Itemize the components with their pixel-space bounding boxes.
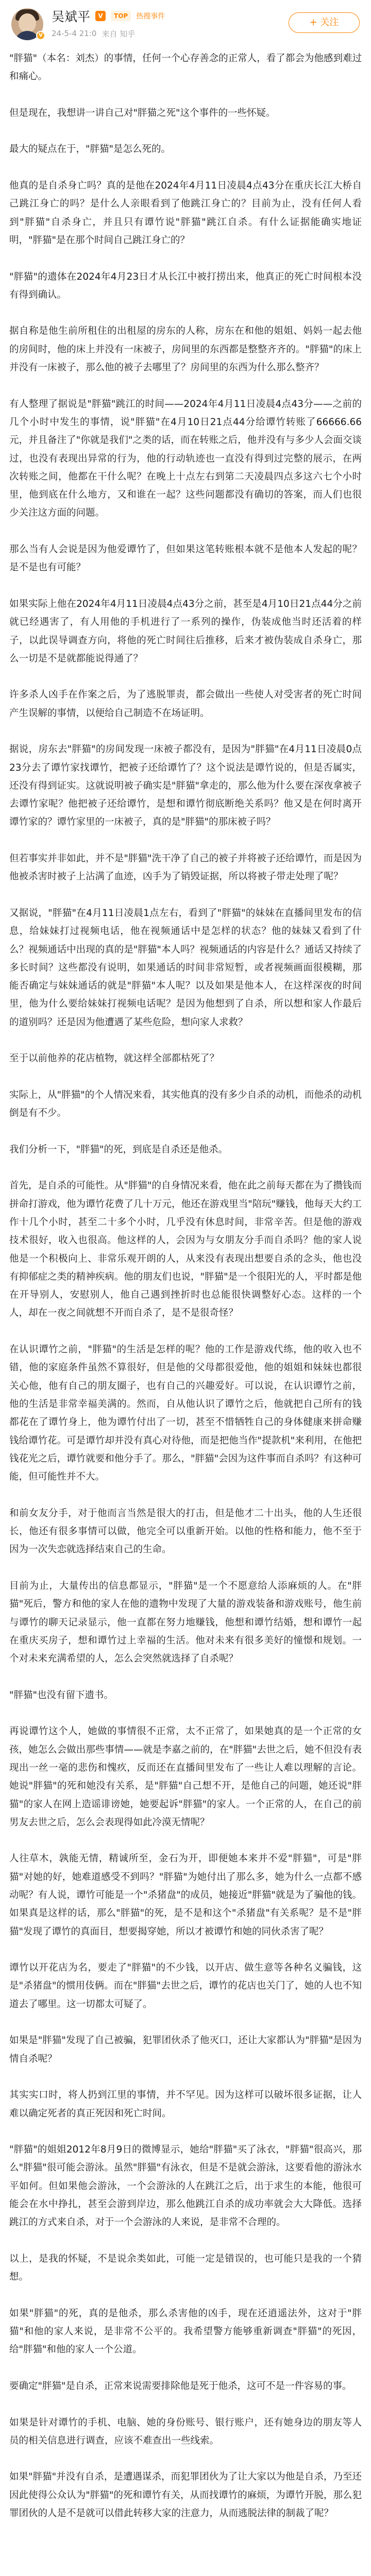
post-paragraph: 在认识谭竹之前，"胖猫"的生活是怎样的呢？他的工作是游戏代练，他的收入也不错，他的家庭条件虽然不算很好，但是他的父母都很爱他，他的姐姐和妹妹也都很关心他，他有自己的朋友圈子，也有自己的兴趣爱好。可以说，在认识谭竹之前，他的生活是非常幸福美满的。然而，自从他认识了谭竹之后，他就把自己所有的钱都花在了谭竹身上，他为谭竹付出了一切，甚至不惜牺牲自己的身体健康来拼命赚钱给谭竹花。可是谭竹却并没有真心对待他，而是把他当作"提款机"来利用，在他把钱花光之后，谭竹就要和他分手了。那么，"胖猫"会因为这件事而自杀吗？有这种可能，但可能性并不大。 [9, 1344, 362, 1483]
top-badge: TOP [111, 11, 131, 21]
post-paragraph: 如果"胖猫"并没有自杀，是遭遇谋杀，而犯罪团伙为了让大家以为他是自杀，乃至还因此使得公众认为"胖猫"的死和谭竹有关，从而找谭竹的麻烦，为谭竹开脱，那么犯罪团伙的人是不是就可以借此转移大家的注意力，从而逃脱法律的制裁了呢？ [9, 2471, 362, 2519]
post-paragraph: 那么当有人会说是因为他爱谭竹了，但如果这笔转账根本就不是他本人发起的呢？是不是也有可能？ [9, 544, 362, 573]
post-header [0, 0, 371, 47]
vip-badge-icon: V [95, 11, 106, 21]
follow-button[interactable]: + 关注 [289, 12, 360, 33]
author-name[interactable]: 吴斌平 [52, 9, 91, 24]
post-time: 24-5-4 21:0 [52, 29, 97, 38]
post-paragraph: 谭竹以开花店为名，要走了"胖猫"的不少钱，以开店、做生意等各种名义骗钱，这是"杀猪盘"的惯用伎俩。而在"胖猫"去世之后，谭竹的花店也关门了，她的人也不知道去了哪里。这一切都太可疑了。 [9, 1962, 362, 2010]
post-paragraph: 实际上，从"胖猫"的个人情况来看，其实他真的没有多少自杀的动机，而他杀的动机倒是有不少。 [9, 1089, 362, 1119]
post-paragraph: 再说谭竹这个人，她做的事情很不正常，太不正常了，如果她真的是一个正常的女孩，她怎么会做出那些事情——就是李嘉之前的，在"胖猫"去世之后，她不但没有表现出一丝一毫的悲伤和愧疚，反而还在直播间里发布了一些让人难以理解的言论。她说"胖猫"的死和她没有关系，是"胖猫"自己想不开，是他自己的问题，她还说"胖猫"的家人在网上造谣诽谤她，她要起诉"胖猫"的家人。一个正常的人，在自己的前男友去世之后，怎么会表现得如此冷漠无情呢？ [9, 1726, 362, 1828]
post-paragraph: 以上，是我的怀疑，不是说余类如此，可能一定是错误的，也可能只是我的一个猜想。 [9, 2253, 362, 2283]
post-paragraph: 许多杀人凶手在作案之后，为了逃脱罪责，都会做出一些使人对受害者的死亡时间产生误解的事情，以便给自己制造不在场证明。 [9, 689, 362, 719]
post-paragraph: 我们分析一下，"胖猫"的死，到底是自杀还是他杀。 [9, 1144, 228, 1155]
post-paragraph: 最大的疑点在于，"胖猫"是怎么死的。 [9, 144, 171, 155]
post-paragraph: "胖猫"也没有留下遗书。 [9, 1689, 114, 1701]
author-name-row [52, 7, 165, 25]
post-paragraph: "胖猫"（本名：刘杰）的事情，任何一个心存善念的正常人，看了都会为他感到难过和痛心。 [9, 53, 362, 82]
post-paragraph: 和前女友分手，对于他而言当然是很大的打击，但是他才二十出头，他的人生还很长，他还有很多事情可以做，他完全可以重新开始。以他的性格和能力，他不至于因为一次失恋就选择结束自己的生命。 [9, 1507, 362, 1555]
post-paragraph: 其实实口时，将人扔到江里的事情，并不罕见。因为这样可以破坏很多证据，让人难以确定死者的真正死因和死亡时间。 [9, 2090, 362, 2119]
post-meta [52, 27, 135, 40]
post-paragraph: "胖猫"的遗体在2024年4月23日才从长江中被打捞出来，他真正的死亡时间根本没有得到确认。 [9, 271, 362, 300]
post-paragraph: 据自称是他生前所租住的出租屋的房东的人称，房东在和他的姐姐、妈妈一起去他的房间时，他的床上并没有一床被子，房间里的东西都是整整齐齐的。"胖猫"的床上并没有一床被子，那么他的被子去哪里了？房间里的东西为什么那么整齐？ [9, 326, 362, 374]
post-paragraph: 至于以前他养的花店植物，就这样全部都枯死了？ [9, 1053, 220, 1064]
post-paragraph: 要确定"胖猫"是自杀，正常来说需要排除他是死于他杀，这可不是一件容易的事。 [9, 2381, 352, 2392]
post-paragraph: 首先，是自杀的可能性。从"胖猫"的自身情况来看，他在此之前每天都在为了攒钱而拼命打游戏，他为谭竹花费了几十万元，他还在游戏里当"陪玩"赚钱，他每天大约工作十几个小时，甚至二十多个小时，几乎没有休息时间，非常辛苦。但是他的游戏技术很好，收入也很高。他这样的人，会因为与女朋友分手而自杀吗？他的家人说他是一个积极向上、非常乐观开朗的人，从来没有表现出想要自杀的念头，他也没有抑郁症之类的精神疾病。他的朋友们也说，"胖猫"是一个很阳光的人，平时都是他在开导别人，安慰别人，他自己遇到挫折时也总能很快调整好心态。这样的一个人，却在一夜之间就想不开而自杀了，是不是很奇怪？ [9, 1180, 362, 1319]
post-paragraph: "胖猫"的姐姐2012年8月9日的微博显示，她给"胖猫"买了泳衣，"胖猫"很高兴，那么"胖猫"很可能会游泳。虽然"胖猫"有泳衣，但是不是就会游泳，这要看他的游泳水平如何。但如果他会游泳，一个会游泳的人在跳江之后，出于求生的本能，他很可能会在水中挣扎，甚至会游到岸边，那么他跳江自杀的成功率就会大大降低。选择跳江的方式来自杀，对于一个会游泳的人来说，是非常不合理的。 [9, 2144, 362, 2228]
hot-topic-badge[interactable]: 热搜事件 [136, 12, 165, 21]
post-source: 来自 知乎 [102, 29, 136, 39]
post-paragraph: 据说，房东去"胖猫"的房间发现一床被子都没有，是因为"胖猫"在4月11日凌晨0点23分去了谭竹家找谭竹，把被子还给谭竹了？这个说法是谭竹说的，但是否属实，还没有得到证实。这就说明被子确实是"胖猫"拿走的，那么他为什么要在深夜拿被子去谭竹家呢？他把被子还给谭竹，是想和谭竹彻底断绝关系吗？他又是在何时离开谭竹家的？谭竹家里的一床被子，真的是"胖猫"的那床被子吗？ [9, 744, 362, 828]
post-paragraph: 但若事实并非如此，并不是"胖猫"洗干净了自己的被子并将被子还给谭竹，而是因为他被杀害时被子上沾满了血迹，凶手为了销毁证据，所以将被子带走处理了呢？ [9, 853, 362, 883]
post-paragraph: 但是现在，我想讲一讲自己对"胖猫之死"这个事件的一些怀疑。 [9, 107, 276, 118]
post-paragraph: 他真的是自杀身亡吗？真的是他在2024年4月11日凌晨4点43分在重庆长江大桥自己跳江身亡的吗？是什么人亲眼看到了他跳江身亡的？目前为止，没有任何人看到"胖猫"自杀身亡，并且只有谭竹说"胖猫"跳江自杀。有什么证据能确实地证明，"胖猫"是在那个时间自己跳江身亡的？ [9, 180, 362, 246]
post-paragraph: 有人整理了据说是"胖猫"跳江的时间——2024年4月11日凌晨4点43分——之前的几个小时中发生的事情，说"胖猫"在4月10日21点44分给谭竹转账了66666.66元，并且备注了"你就是我们"之类的话，而在转账之后，他并没有与多少人会面交谈过，也没有表现出异常的行为，他的行动轨迹也一直没有得到过完整的展示，在两次转账之间，他都在干什么呢？在晚上十点左右到第二天凌晨四点多这六七个小时里，他到底在什么地方，又和谁在一起？这些问题都没有确切的答案，而人们也很少关注这方面的问题。 [9, 398, 362, 519]
post-paragraph: 如果是"胖猫"发现了自己被骗，犯罪团伙杀了他灭口，还让大家都认为"胖猫"是因为情自杀呢？ [9, 2035, 362, 2064]
post-paragraph: 人往草木，孰能无情，精诚所至，金石为开，即便她本来并不爱"胖猫"，可是"胖猫"对她的好，她难道感受不到吗？"胖猫"为她付出了那么多，她为什么一点都不感动呢？有人说，谭竹可能是一个"杀猪盘"的成员，她接近"胖猫"就是为了骗他的钱。如果真是这样的话，那么"胖猫"的死，是不是和这个"杀猪盘"有关系呢？是不是"胖猫"发现了谭竹的真面目，想要揭穿她，所以才被谭竹和她的同伙杀害了呢？ [9, 1853, 362, 1937]
post-paragraph: 如果实际上他在2024年4月11日凌晨4点43分之前，甚至是4月10日21点44分之前就已经遇害了，有人用他的手机进行了一系列的操作，伪装成他当时还活着的样子，以此误导调查方向，将他的死亡时间往后推移，后来才被伪装成自杀身亡，那么一切是不是就都能说得通了？ [9, 598, 362, 664]
verified-badge-icon: V [36, 31, 45, 40]
post-body [9, 49, 362, 2522]
post-paragraph: 如果"胖猫"的死，真的是他杀，那么杀害他的凶手，现在还逍遥法外，这对于"胖猫"和他的家人来说，是非常不公平的。我希望警方能够重新调查"胖猫"的死因，给"胖猫"和他的家人一个公道。 [9, 2308, 362, 2355]
post-paragraph: 如果是针对谭竹的手机、电脑、她的身份账号、银行账户，还有她身边的朋友等人员的相关信息进行调查，应该不难查出一些线索。 [9, 2417, 362, 2446]
post-paragraph: 又据说，"胖猫"在4月11日凌晨1点左右，看到了"胖猫"的妹妹在直播间里发布的信息，给妹妹打过视频电话，他在视频通话中是怎样的状态？他的妹妹又看到了什么？视频通话中出现的真的是"胖猫"本人吗？视频通话的内容是什么？通话又持续了多长时间？这些都没有说明，如果通话的时间非常短暂，或者视频画面很模糊，那能否确定与妹妹通话的就是"胖猫"本人呢？以及如果是他本人，在这样深夜的时间里，他为什么要给妹妹打视频电话呢？是因为他想到了自杀，所以想和家人作最后的道别吗？还是因为他遭遇了某些危险，想向家人求救？ [9, 907, 362, 1028]
post-paragraph: 目前为止，大量传出的信息都显示，"胖猫"是一个不愿意给人添麻烦的人。在"胖猫"死后，警方和他的家人在他的遗物中发现了大量的游戏装备和游戏账号，他生前与谭竹的聊天记录显示，他一直都在努力地赚钱，他想和谭竹结婚，想和谭竹一起在重庆买房子，想和谭竹过上幸福的生活。他对未来有很多美好的憧憬和规划。一个对未来充满希望的人，怎么会突然就选择了自杀呢？ [9, 1580, 362, 1665]
